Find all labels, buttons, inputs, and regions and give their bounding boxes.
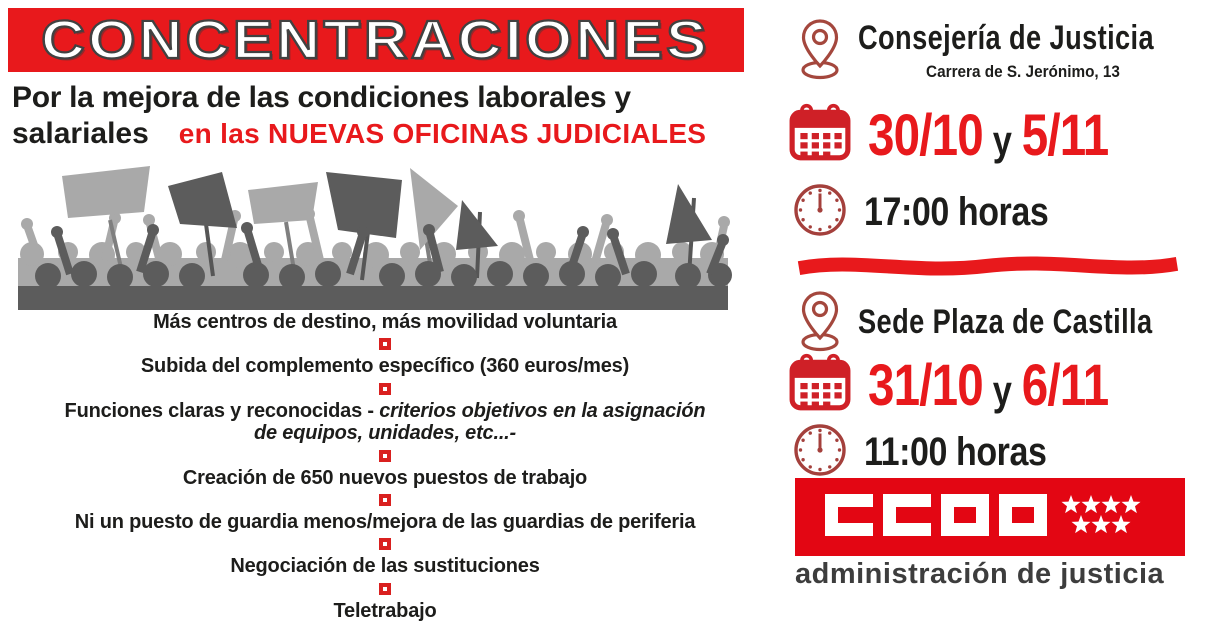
session1-time: 17:00 horas — [864, 190, 1049, 234]
session1-location-title: Consejería de Justicia — [858, 19, 1155, 57]
calendar-icon — [788, 102, 852, 169]
session1-location-row — [794, 16, 1228, 85]
session1-location-address: Carrera de S. Jerónimo, 13 — [926, 62, 1120, 81]
ccoo-logo — [795, 478, 1185, 556]
session2-dates — [868, 352, 1108, 419]
map-pin-icon — [794, 16, 846, 85]
red-square-bullet — [379, 583, 391, 595]
red-square-bullet — [379, 450, 391, 462]
map-pin-icon — [794, 288, 846, 357]
banner-title: CONCENTRACIONES — [41, 10, 711, 70]
banner — [8, 8, 744, 72]
demand-item: Teletrabajo — [333, 599, 437, 622]
session2-time: 11:00 horas — [864, 430, 1047, 474]
demand-italic-line1: criterios objetivos en la asignación — [379, 399, 706, 422]
headline-line2 — [12, 116, 757, 152]
session2-date-row — [788, 352, 1161, 419]
logo-caption: administración de justicia — [795, 558, 1165, 590]
ccoo-logo-svg — [795, 478, 1185, 556]
madrid-stars-icon — [1061, 495, 1140, 533]
session2-location-block — [858, 303, 1226, 342]
session2-date2: 6/11 — [1021, 353, 1109, 418]
demand-italic-line2: de equipos, unidades, etc...- — [253, 422, 516, 445]
clock-icon — [792, 422, 848, 483]
headline-line2-red: en las NUEVAS OFICINAS JUDICIALES — [178, 118, 707, 149]
clock-icon — [792, 182, 848, 243]
demand-item: Ni un puesto de guardia menos/mejora de las guardias de periferia — [74, 510, 696, 533]
demand-plain: Funciones claras y reconocidas - — [64, 399, 380, 422]
headline — [12, 80, 757, 152]
session1-dates — [868, 102, 1108, 169]
calendar-icon — [788, 352, 852, 419]
session2-time-row — [792, 422, 1079, 483]
protest-crowd-illustration — [10, 164, 736, 310]
demands-list — [0, 311, 770, 622]
session1-date-conjunction: y — [992, 117, 1012, 164]
crowd-svg — [10, 164, 736, 310]
session1-location-block — [858, 19, 1228, 82]
session1-date1: 30/10 — [868, 103, 983, 168]
headline-line2-black: salariales — [12, 117, 149, 150]
session2-location-title: Sede Plaza de Castilla — [858, 303, 1153, 341]
demand-item — [65, 400, 706, 445]
session1-time-row — [792, 182, 1081, 243]
session1-date2: 5/11 — [1021, 103, 1109, 168]
demand-item: Subida del complemento específico (360 euros/mes) — [140, 355, 630, 378]
demand-item: Creación de 650 nuevos puestos de trabajo — [182, 466, 588, 489]
session2-date-conjunction: y — [992, 367, 1012, 414]
wavy-divider — [796, 252, 1180, 280]
demand-item: Negociación de las sustituciones — [230, 555, 540, 578]
red-square-bullet — [379, 383, 391, 395]
red-square-bullet — [379, 538, 391, 550]
session1-date-row — [788, 102, 1161, 169]
headline-line1: Por la mejora de las condiciones laborales y — [12, 81, 631, 114]
session2-location-row — [794, 288, 1226, 357]
red-square-bullet — [379, 494, 391, 506]
red-square-bullet — [379, 338, 391, 350]
schedule-panel — [780, 0, 1200, 598]
demand-item: Más centros de destino, más movilidad voluntaria — [153, 311, 617, 333]
session2-date1: 31/10 — [868, 353, 983, 418]
